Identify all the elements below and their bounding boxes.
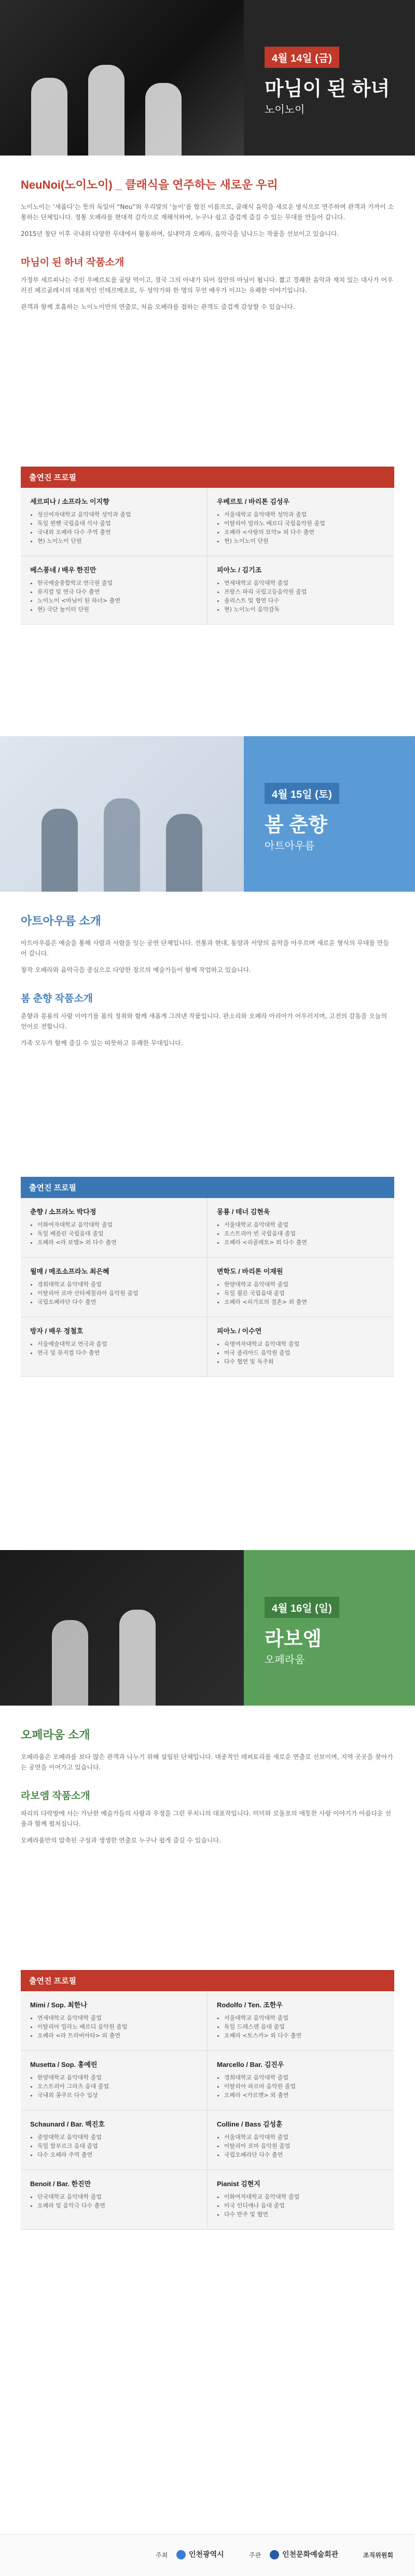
performance-date: 4월 15일 (토): [265, 783, 339, 804]
cast-line: • 연세대학교 음악대학 졸업: [224, 579, 385, 587]
cast-card: [21, 1198, 208, 1258]
cast-line: • 성신여자대학교 음악대학 성악과 졸업: [37, 510, 198, 519]
intro-paragraph: 춘향과 몽룡의 사랑 이야기를 봄의 정취와 함께 새롭게 그려낸 작품입니다. 판소리와 오페라 아리아가 어우러지며, 고전의 감동을 오늘의 언어로 전합니다.: [21, 1012, 388, 1030]
cast-role: 월매 / 메조소프라노 최은혜: [30, 1268, 109, 1275]
cast-line: • 오페라 <사랑의 묘약> 외 다수 출연: [224, 528, 385, 537]
cast-section-3: [0, 1970, 415, 2230]
cast-card: [208, 556, 394, 625]
cast-line: • 현) 노이노이 단원: [37, 537, 198, 545]
hero-banner-day1: [0, 0, 415, 156]
intro-paragraph: 관객과 함께 호흡하는 노이노이만의 연출로, 처음 오페라를 접하는 관객도 즐겁게 감상할 수 있습니다.: [21, 303, 295, 311]
cast-line: • 오스트리아 빈 국립음대 졸업: [224, 1229, 385, 1238]
cast-line: • 현) 노이노이 단원: [224, 537, 385, 545]
cast-role: Musetta / Sop. 홍예린: [30, 2061, 98, 2068]
cast-line: • 프랑스 파리 국립고등음악원 졸업: [224, 587, 385, 596]
intro-paragraph: 2015년 창단 이후 국내외 다양한 무대에서 활동하며, 실내악과 오페라, 음악극을 넘나드는 작품을 선보이고 있습니다.: [21, 230, 339, 237]
cast-role: Benoit / Bar. 한진만: [30, 2180, 91, 2188]
section-heading: 오페라움 소개: [21, 1728, 90, 1741]
cast-role: 피아노 / 김기조: [217, 566, 262, 574]
cast-card: [21, 1317, 208, 1377]
cast-header: 출연진 프로필: [21, 1177, 394, 1198]
organizer-label: 주관: [249, 2552, 261, 2559]
cast-line: • 솔리스트 및 협연 다수: [224, 596, 385, 605]
cast-line: • 서울예술대학교 연극과 졸업: [37, 1340, 198, 1348]
cast-line: • 서울대학교 음악대학 성악과 졸업: [224, 510, 385, 519]
cast-line: • 이화여자대학교 음악대학 졸업: [224, 2192, 385, 2201]
intro-paragraph: 아트아우름은 예술을 통해 사람과 사람을 잇는 공연 단체입니다. 전통과 현대, 동양과 서양의 음악을 아우르며 새로운 형식의 무대를 만들어 갑니다.: [21, 939, 390, 957]
performance-date: 4월 16일 (일): [265, 1597, 339, 1618]
cast-line: • 숙명여자대학교 음악대학 졸업: [224, 1340, 385, 1348]
company-name: 아트아우름: [265, 840, 315, 852]
cast-card: [21, 2110, 208, 2170]
cast-line: • 오페라 <라 보엠> 외 다수 출연: [37, 1238, 198, 1247]
intro-paragraph: 오페라움은 오페라를 보다 많은 관객과 나누기 위해 설립된 단체입니다. 대중적인 레퍼토리를 새로운 연출로 선보이며, 지역 곳곳을 찾아가는 공연을 이어가고 있습니다.: [21, 1753, 393, 1771]
cast-card: [208, 1258, 394, 1317]
intro-paragraph: 가정부 세르피나는 주인 우베르토를 골탕 먹이고, 결국 그의 아내가 되어 집안의 마님이 됩니다. 짧고 경쾌한 음악과 재치 있는 대사가 어우러진 페르골레시의 대표적인 인테르메조로, 두 성악가와 한 명의 무언 배우가 이끄는 유쾌한 이야기입니다.: [21, 276, 393, 294]
cast-line: • 한양대학교 음악대학 졸업: [37, 2073, 198, 2082]
cast-line: • 이탈리아 밀라노 베르디 국립음악원 졸업: [224, 519, 385, 528]
hero-text-panel: [244, 0, 415, 156]
cast-card: [208, 1198, 394, 1258]
cast-line: • 현) 극단 놀이터 단원: [37, 605, 198, 614]
cast-section-1: [0, 467, 415, 736]
cosponsor-name: 조직위원회: [363, 2552, 393, 2559]
cast-role: 방자 / 배우 정철호: [30, 1327, 84, 1335]
cast-line: • 독일 쾰른 국립음대 졸업: [224, 1289, 385, 1298]
cast-line: • 한양대학교 음악대학 졸업: [224, 1280, 385, 1289]
cast-header: 출연진 프로필: [21, 467, 394, 488]
cast-line: • 오페라 <리골레토> 외 다수 출연: [224, 1238, 385, 1247]
hero-banner-day2: [0, 736, 415, 892]
cast-role: 베스퐁네 / 배우 한진만: [30, 566, 96, 574]
cast-line: • 오페라 및 음악극 다수 출연: [37, 2201, 198, 2210]
cast-section-2: [0, 1177, 415, 1550]
performance-photo: [0, 0, 244, 156]
cast-card: [21, 1258, 208, 1317]
cast-line: • 연극 및 뮤지컬 다수 출연: [37, 1348, 198, 1357]
cast-card: [208, 2170, 394, 2230]
cast-role: Colline / Bass 김성훈: [217, 2120, 283, 2128]
cast-line: • 독일 드레스덴 음대 졸업: [224, 2022, 385, 2031]
cast-card: [21, 1991, 208, 2051]
cast-card: [21, 488, 208, 556]
cast-line: • 뮤지컬 및 연극 다수 출연: [37, 587, 198, 596]
host-name: [176, 2549, 224, 2559]
cast-line: • 서울대학교 음악대학 졸업: [224, 2014, 385, 2022]
sponsor-footer: [0, 2534, 415, 2576]
organizer-name: [270, 2549, 338, 2559]
company-intro-2: [0, 892, 415, 1166]
intro-paragraph: 파리의 다락방에 사는 가난한 예술가들의 사랑과 우정을 그린 푸치니의 대표작입니다. 미미와 로돌포의 애틋한 사랑 이야기가 아름다운 선율과 함께 펼쳐집니다.: [21, 1810, 392, 1827]
cast-line: • 이탈리아 로마 산타체칠리아 음악원 졸업: [37, 1289, 198, 1298]
organizer-name-text: 인천문화예술회관: [282, 2550, 339, 2558]
hero-text-panel: [244, 736, 415, 892]
cast-line: • 오페라 <피가로의 결혼> 외 출연: [224, 1298, 385, 1306]
cast-role: 변학도 / 바리톤 이재원: [217, 1268, 283, 1275]
cast-grid: [21, 1198, 394, 1377]
host-label: 주최: [156, 2552, 168, 2559]
cast-line: • 경희대학교 음악대학 졸업: [224, 2073, 385, 2082]
cast-card: [21, 2170, 208, 2230]
cast-line: • 국립오페라단 다수 출연: [37, 1298, 198, 1306]
cast-line: • 오스트리아 그라츠 음대 졸업: [37, 2082, 198, 2091]
cast-line: • 다수 반주 및 협연: [224, 2210, 385, 2219]
cast-card: [208, 488, 394, 556]
cast-line: • 이탈리아 파르마 음악원 졸업: [224, 2082, 385, 2091]
intro-paragraph: 노이노이는 ‘새롭다’는 뜻의 독일어 “Neu”와 우리말의 ‘놀이’를 합친 이름으로, 클래식 음악을 새로운 방식으로 연주하며 관객과 가까이 소통하는 단체입니다. 정통 오페라를 현대적 감각으로 재해석하여, 누구나 쉽고 즐겁게 즐길 수 있는 무대를 만들어 갑니다.: [21, 203, 394, 221]
cast-header: 출연진 프로필: [21, 1970, 394, 1991]
cast-grid: [21, 1991, 394, 2230]
cast-line: • 독일 함부르크 음대 졸업: [37, 2142, 198, 2150]
intro-paragraph: 창작 오페라와 음악극을 중심으로 다양한 장르의 예술가들이 함께 작업하고 있습니다.: [21, 966, 251, 974]
cast-role: 우베르토 / 바리톤 김성우: [217, 498, 290, 505]
performance-date: 4월 14일 (금): [265, 47, 339, 68]
cast-line: • 중앙대학교 음악대학 졸업: [37, 2133, 198, 2142]
cast-role: Rodolfo / Ten. 조한우: [217, 2001, 283, 2009]
section-heading: NeuNoi(노이노이) _ 클래식을 연주하는 새로운 우리: [21, 178, 278, 191]
performance-title: 라보엠: [265, 1628, 322, 1650]
arts-center-logo-icon: [270, 2550, 279, 2559]
cast-line: • 다수 오페라 주역 출연: [37, 2150, 198, 2159]
cast-line: • 국내외 콩쿠르 다수 입상: [37, 2091, 198, 2100]
performance-photo: [0, 1550, 244, 1706]
cast-card: [208, 2110, 394, 2170]
cast-card: [208, 1317, 394, 1377]
cast-line: • 이화여자대학교 음악대학 졸업: [37, 1220, 198, 1229]
cast-line: • 이탈리아 로마 음악원 졸업: [224, 2142, 385, 2150]
cast-card: [208, 2051, 394, 2110]
section-subheading: 마님이 된 하녀 작품소개: [21, 257, 125, 268]
cast-line: • 서울대학교 음악대학 졸업: [224, 2133, 385, 2142]
cast-line: • 경희대학교 음악대학 졸업: [37, 1280, 198, 1289]
cast-role: 피아노 / 이수연: [217, 1327, 262, 1335]
cast-role: Schaunard / Bar. 백진호: [30, 2120, 105, 2128]
cast-card: [21, 2051, 208, 2110]
cast-role: 세르피나 / 소프라노 이지향: [30, 498, 109, 505]
cast-line: • 오페라 <토스카> 외 다수 출연: [224, 2031, 385, 2040]
incheon-logo-icon: [176, 2550, 186, 2559]
company-intro-3: [0, 1706, 415, 1960]
intro-paragraph: 오페라움만의 압축된 구성과 생생한 연출로 누구나 쉽게 즐길 수 있습니다.: [21, 1837, 221, 1844]
cast-line: • 이탈리아 밀라노 베르디 음악원 졸업: [37, 2022, 198, 2031]
cast-grid: [21, 488, 394, 625]
intro-paragraph: 가족 모두가 함께 즐길 수 있는 따뜻하고 유쾌한 무대입니다.: [21, 1039, 183, 1047]
cast-line: • 오페라 <라 트라비아타> 외 출연: [37, 2031, 198, 2040]
cast-line: • 한국예술종합학교 연극원 졸업: [37, 579, 198, 587]
cast-card: [208, 1991, 394, 2051]
cast-role: 몽룡 / 테너 김현욱: [217, 1208, 270, 1216]
cast-line: • 다수 협연 및 독주회: [224, 1357, 385, 1366]
cast-line: • 독일 베를린 국립음대 졸업: [37, 1229, 198, 1238]
cast-line: • 현) 노이노이 음악감독: [224, 605, 385, 614]
hero-banner-day3: [0, 1550, 415, 1706]
section-subheading: 라보엠 작품소개: [21, 1791, 90, 1801]
host-name-text: 인천광역시: [189, 2550, 224, 2558]
performance-title: 마님이 된 하녀: [265, 78, 390, 100]
cast-line: • 연세대학교 음악대학 졸업: [37, 2014, 198, 2022]
cast-role: 춘향 / 소프라노 박다정: [30, 1208, 96, 1216]
company-intro-1: [0, 156, 415, 456]
company-name: 오페라움: [265, 1654, 305, 1666]
cast-line: • 독일 뮌헨 국립음대 석사 졸업: [37, 519, 198, 528]
cast-line: • 노이노이 <마님이 된 하녀> 출연: [37, 596, 198, 605]
company-name: 노이노이: [265, 104, 305, 116]
section-subheading: 봄 춘향 작품소개: [21, 993, 93, 1004]
hero-text-panel: [244, 1550, 415, 1706]
cast-line: • 미국 줄리아드 음악원 졸업: [224, 1348, 385, 1357]
cast-line: • 국립오페라단 다수 출연: [224, 2150, 385, 2159]
section-heading: 아트아우름 소개: [21, 914, 101, 927]
cast-role: Pianist 김현지: [217, 2180, 260, 2188]
cast-line: • 국내외 오페라 다수 주역 출연: [37, 528, 198, 537]
cast-line: • 미국 인디애나 음대 졸업: [224, 2201, 385, 2210]
performance-title: 봄 춘향: [265, 814, 327, 836]
performance-photo: [0, 736, 244, 892]
cast-line: • 단국대학교 음악대학 졸업: [37, 2192, 198, 2201]
cast-line: • 서울대학교 음악대학 졸업: [224, 1220, 385, 1229]
cast-card: [21, 556, 208, 625]
cast-role: Mimi / Sop. 최한나: [30, 2001, 87, 2009]
cast-role: Marcello / Bar. 김진우: [217, 2061, 284, 2068]
cast-line: • 오페라 <카르멘> 외 출연: [224, 2091, 385, 2100]
